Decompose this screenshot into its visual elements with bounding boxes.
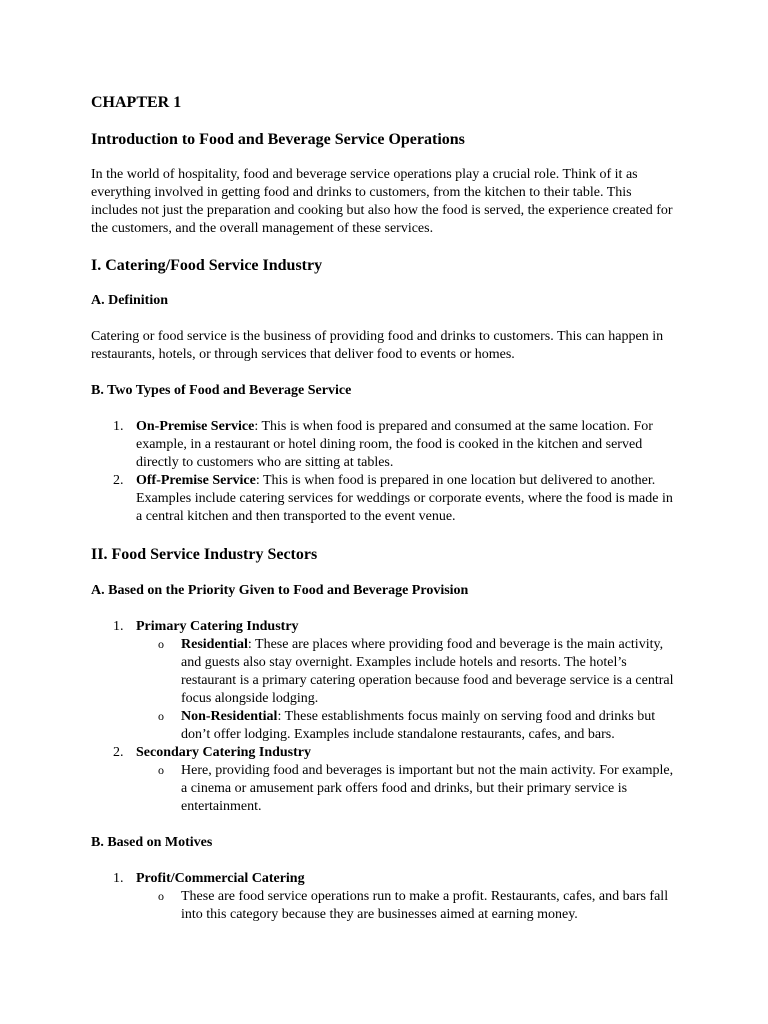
intro-paragraph: In the world of hospitality, food and beverage service operations play a crucial role. Think of it as everything involved in getting food and drinks to customers, from the kitchen to their table. This includes not just the preparation and cooking but also how the food is served, the experience created for the customers, and the overall management of these services. bbox=[91, 167, 673, 236]
sub-list bbox=[136, 636, 681, 744]
list-number: 1. bbox=[113, 871, 124, 886]
sub-list-item bbox=[136, 636, 681, 708]
list-term: Secondary Catering Industry bbox=[136, 745, 312, 760]
list-number: 2. bbox=[113, 473, 124, 488]
list-text: : This is when food is prepared in one location but delivered to another. Examples include catering services for weddings or corporate events, where the food is made in a central kitchen and then transported to the event venue. bbox=[136, 473, 673, 524]
list-term: Off-Premise Service bbox=[136, 473, 256, 488]
list-term: On-Premise Service bbox=[136, 419, 255, 434]
sub-text: Here, providing food and beverages is important but not the main activity. For example, a cinema or amusement park offers food and drinks, but their primary service is entertainment. bbox=[181, 763, 674, 814]
list-text: : This is when food is prepared and consumed at the same location. For example, in a restaurant or hotel dining room, the food is cooked in the kitchen and served directly to customers who are sitting at tables. bbox=[136, 419, 653, 470]
sub-list bbox=[136, 762, 681, 816]
section-1b-heading: B. Two Types of Food and Beverage Service bbox=[91, 383, 352, 398]
section-2a-heading: A. Based on the Priority Given to Food and Beverage Provision bbox=[91, 583, 469, 598]
sub-text: : These are places where providing food and beverage is the main activity, and guests also stay overnight. Examples include hotels and resorts. The hotel’s restaurant is a primary catering operation because food and beverage service is a central focus alongside lodging. bbox=[181, 637, 674, 706]
service-types-list bbox=[91, 418, 681, 526]
section-1-heading: I. Catering/Food Service Industry bbox=[91, 257, 323, 274]
section-2b-heading: B. Based on Motives bbox=[91, 835, 213, 850]
bullet-marker: o bbox=[158, 763, 164, 777]
sub-list bbox=[136, 888, 681, 924]
sub-list-item bbox=[136, 762, 681, 816]
sub-term: Non-Residential bbox=[181, 709, 278, 724]
list-item bbox=[91, 870, 681, 924]
list-item bbox=[91, 418, 681, 472]
section-1a-heading: A. Definition bbox=[91, 293, 168, 308]
list-item bbox=[91, 618, 681, 744]
sub-term: Residential bbox=[181, 637, 248, 652]
priority-list bbox=[91, 618, 681, 816]
sub-text: : These establishments focus mainly on serving food and drinks but don’t offer lodging. Examples include standalone restaurants, cafes, and bars. bbox=[181, 709, 656, 742]
document-body bbox=[91, 92, 681, 924]
sub-text: These are food service operations run to make a profit. Restaurants, cafes, and bars fall into this category because they are businesses aimed at earning money. bbox=[181, 889, 669, 922]
list-item bbox=[91, 744, 681, 816]
bullet-marker: o bbox=[158, 637, 164, 651]
list-number: 1. bbox=[113, 619, 124, 634]
sub-list-item bbox=[136, 888, 681, 924]
motives-list bbox=[91, 870, 681, 924]
list-number: 2. bbox=[113, 745, 124, 760]
section-2-heading: II. Food Service Industry Sectors bbox=[91, 546, 318, 563]
bullet-marker: o bbox=[158, 889, 164, 903]
chapter-title: Introduction to Food and Beverage Service Operations bbox=[91, 131, 465, 148]
list-number: 1. bbox=[113, 419, 124, 434]
chapter-label: CHAPTER 1 bbox=[91, 94, 182, 111]
sub-list-item bbox=[136, 708, 681, 744]
definition-paragraph: Catering or food service is the business of providing food and drinks to customers. This can happen in restaurants, hotels, or through services that deliver food to events or homes. bbox=[91, 329, 664, 362]
list-term: Profit/Commercial Catering bbox=[136, 871, 305, 886]
list-item bbox=[91, 472, 681, 526]
list-term: Primary Catering Industry bbox=[136, 619, 299, 634]
bullet-marker: o bbox=[158, 709, 164, 723]
